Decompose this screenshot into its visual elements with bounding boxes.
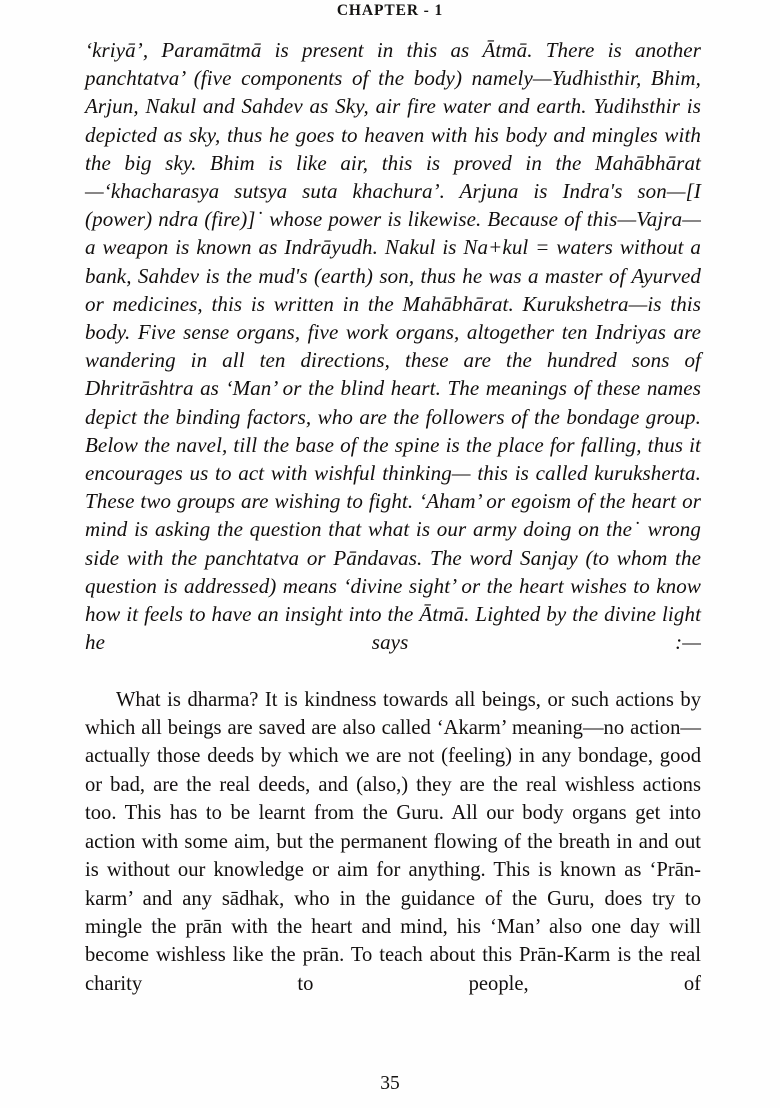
- paragraph-italic: ‘kriyā’, Paramātmā is present in this as Ātmā. There is another panchtatva’ (five components of the body) namely—Yudhisthir, Bhim, Arjun, Nakul and Sahdev as Sky, air fire water and earth. Yudihsthir is depicted as sky, thus he goes to heaven with his body and mingles with the big sky. Bhim is like air, this is proved in the Mahābhārat—‘khacharasya sutsya suta khachura’. Arjuna is Indra's son—[I (power) ndra (fire)]˙ whose power is likewise. Because of this—Vajra—a weapon is known as Indrāyudh. Nakul is Na+kul = waters without a bank, Sahdev is the mud's (earth) son, thus he was a master of Ayurved or medicines, this is written in the Mahābhārat. Kurukshetra—is this body. Five sense organs, five work organs, altogether ten Indriyas are wandering in all ten directions, these are the hundred sons of Dhritrāshtra as ‘Man’ or the blind heart. The meanings of these names depict the binding factors, who are the followers of the bondage group. Below the navel, till the base of the spine is the place for falling, thus it encourages us to act with wishful thinking— this is called kuruksherta. These two groups are wishing to fight. ‘Aham’ or egoism of the heart or mind is asking the question that what is our army doing on the˙ wrong side with the panchtatva or Pāndavas. The word Sanjay (to whom the question is addressed) means ‘divine sight’ or the heart wishes to know how it feels to have an insight into the Ātmā. Lighted by the divine light he says :—: [85, 38, 701, 655]
- paragraph-roman: What is dharma? It is kindness towards all beings, or such actions by which all beings are saved are also called ‘Akarm’ meaning—no action—actually those deeds by which we are not (feeling) in any bondage, good or bad, are the real deeds, and (also,) they are the real wishless actions too. This has to be learnt from the Guru. All our body organs get into action with some aim, but the permanent flowing of the breath in and out is without our knowledge or aim for anything. This is known as ‘Prān-karm’ and any sādhak, who in the guidance of the Guru, does try to mingle the prān with the heart and mind, his ‘Man’ also one day will become wishless like the prān. To teach about this Prān-Karm is the real charity to people, of: [85, 688, 701, 995]
- running-head-chapter: CHAPTER - 1: [336, 2, 444, 19]
- page-text-block: [85, 36, 701, 1027]
- page-number: 35: [380, 1073, 400, 1094]
